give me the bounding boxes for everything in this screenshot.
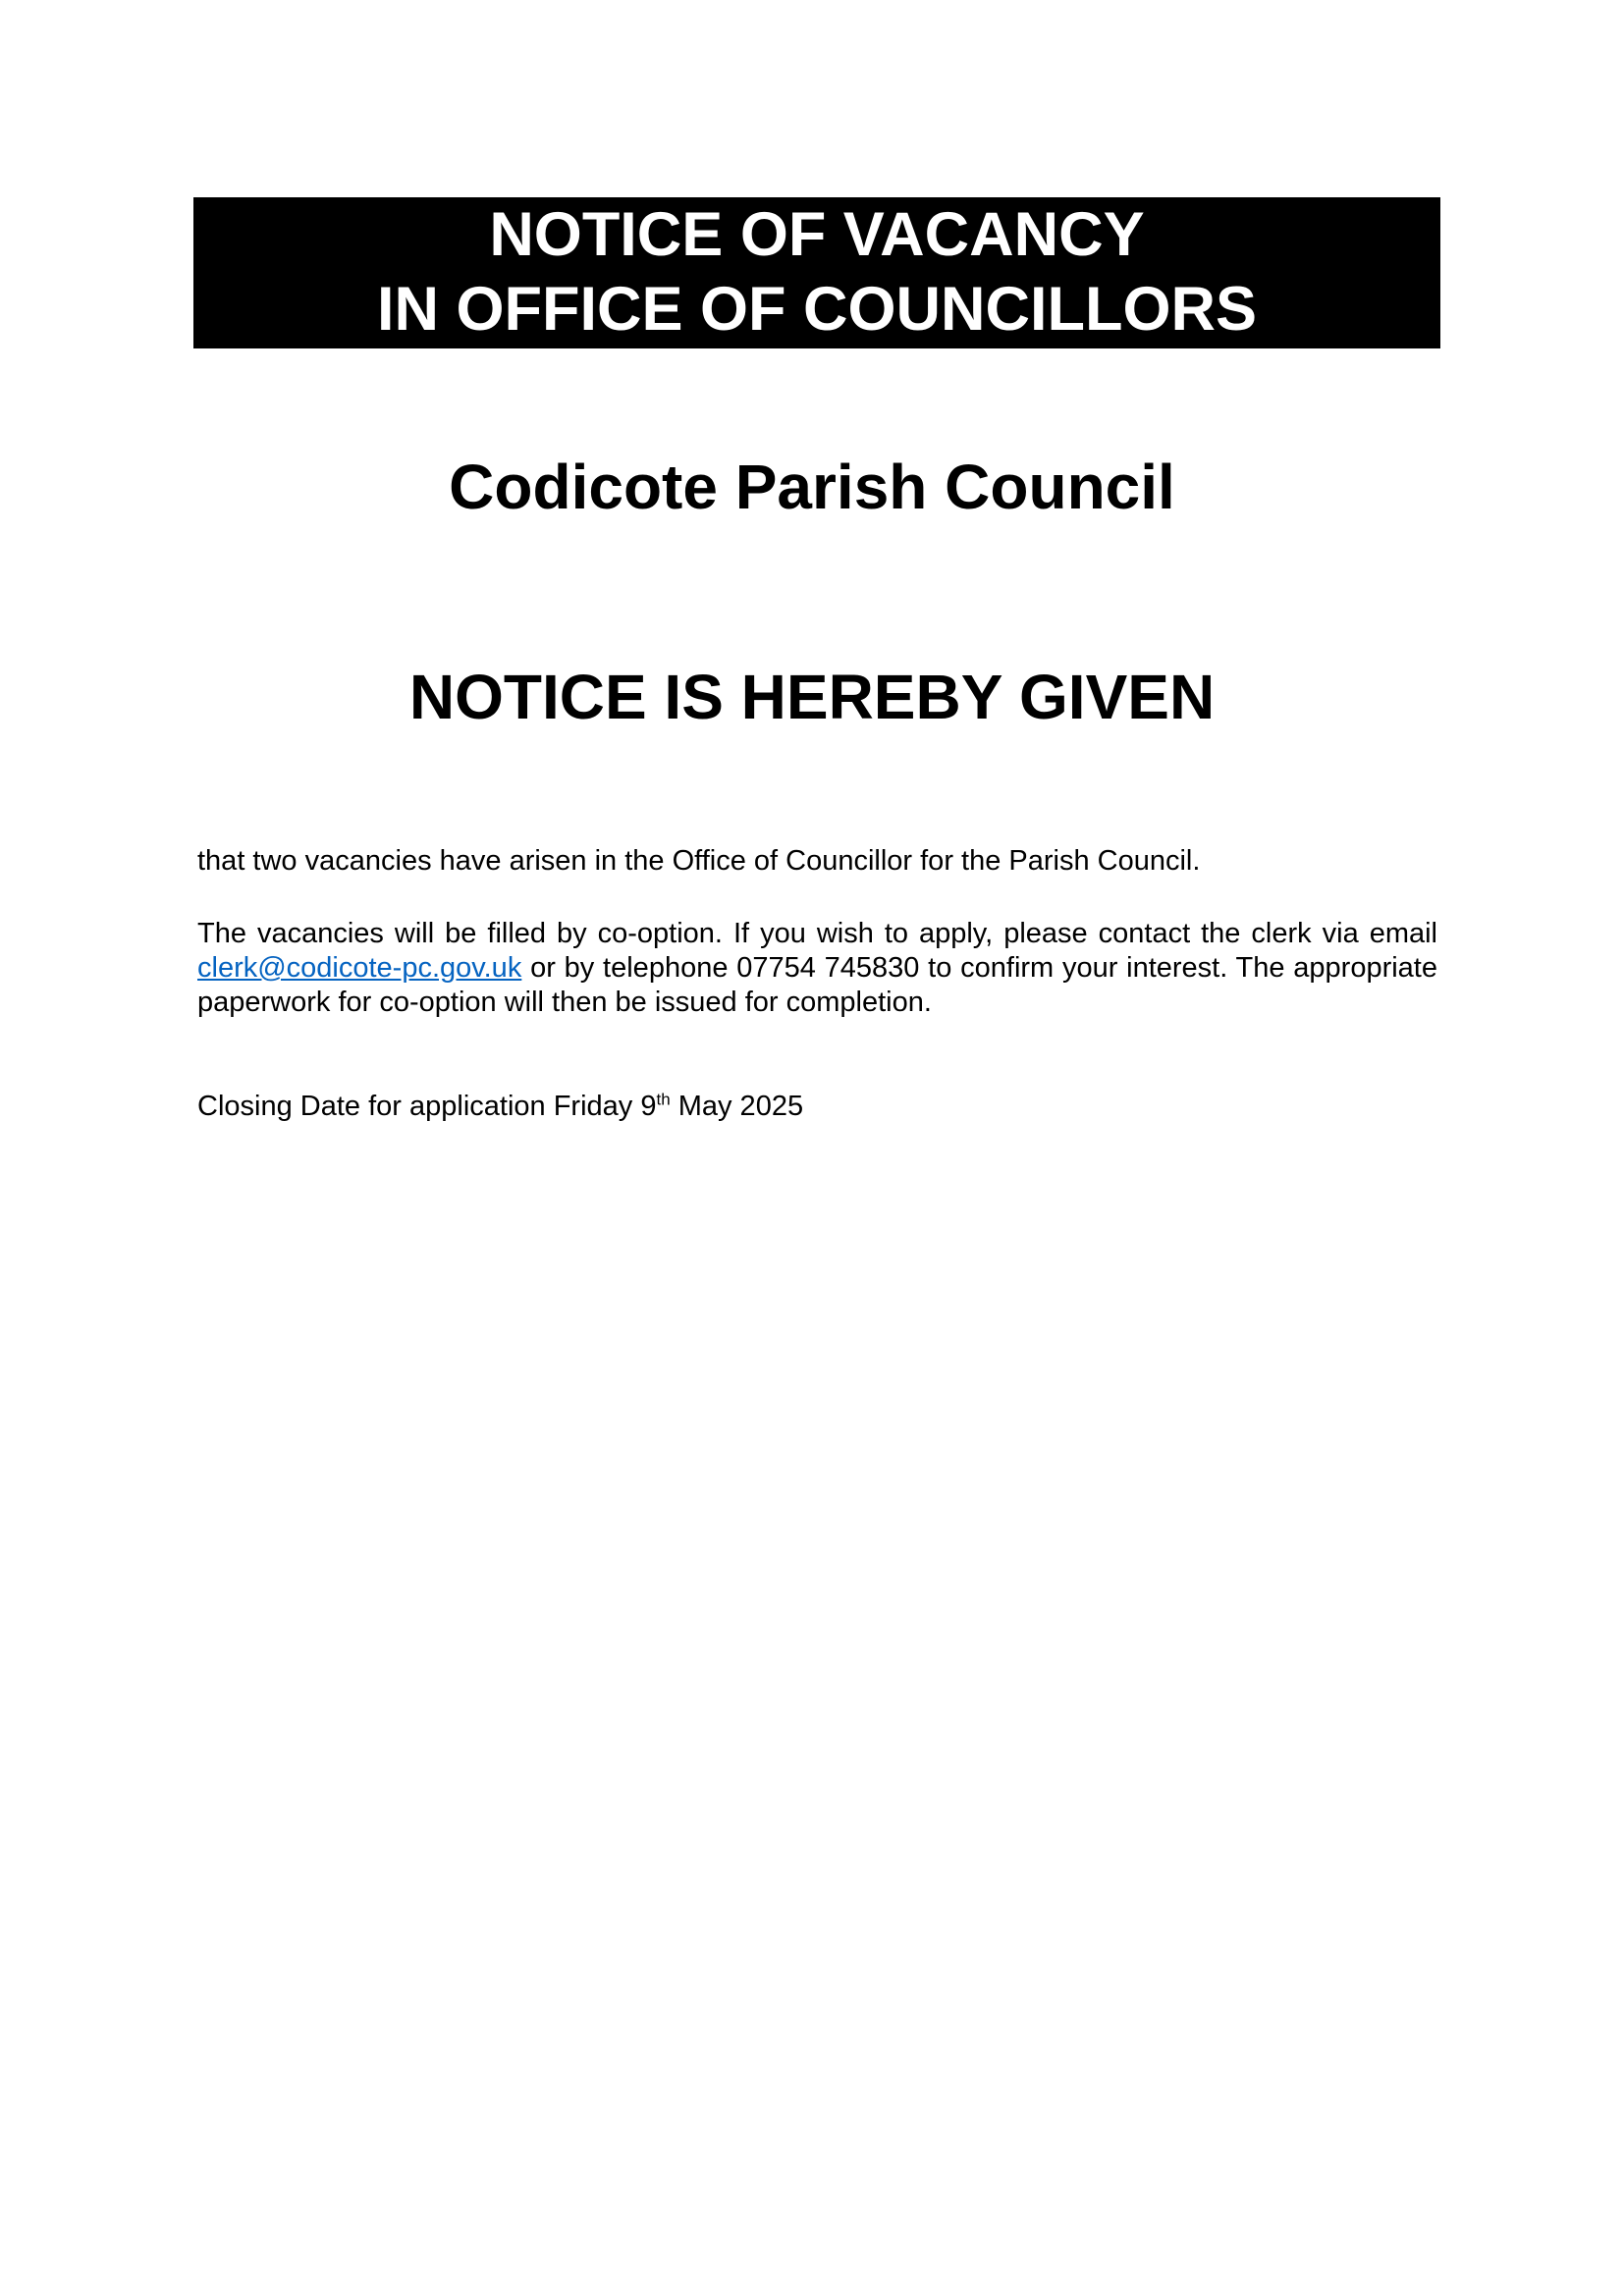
closing-date-paragraph [197, 1090, 1437, 1124]
closing-date-ordinal: th [656, 1090, 671, 1109]
banner-title-line-1: NOTICE OF VACANCY [489, 200, 1145, 269]
vacancies-paragraph: that two vacancies have arisen in the Office of Councillor for the Parish Council. [197, 845, 1201, 877]
cooption-paragraph [197, 917, 1437, 1020]
banner-title-line-2: IN OFFICE OF COUNCILLORS [377, 275, 1257, 344]
clerk-email-link[interactable]: clerk@codicote-pc.gov.uk [197, 952, 522, 984]
council-name: Codicote Parish Council [449, 452, 1175, 522]
closing-date-rest: May 2025 [677, 1091, 804, 1122]
notice-heading: NOTICE IS HEREBY GIVEN [408, 662, 1216, 732]
notice-banner [193, 197, 1440, 348]
closing-date-prefix: Closing Date for application Friday 9 [197, 1091, 657, 1122]
cooption-intro-text: The vacancies will be filled by co-option. If you wish to apply, please contact the clerk via email [197, 918, 1437, 949]
cooption-rest-text: or by telephone 07754 745830 to confirm your interest. The appropriate paperwork for co-option will then be issued for completion. [197, 952, 1437, 1018]
